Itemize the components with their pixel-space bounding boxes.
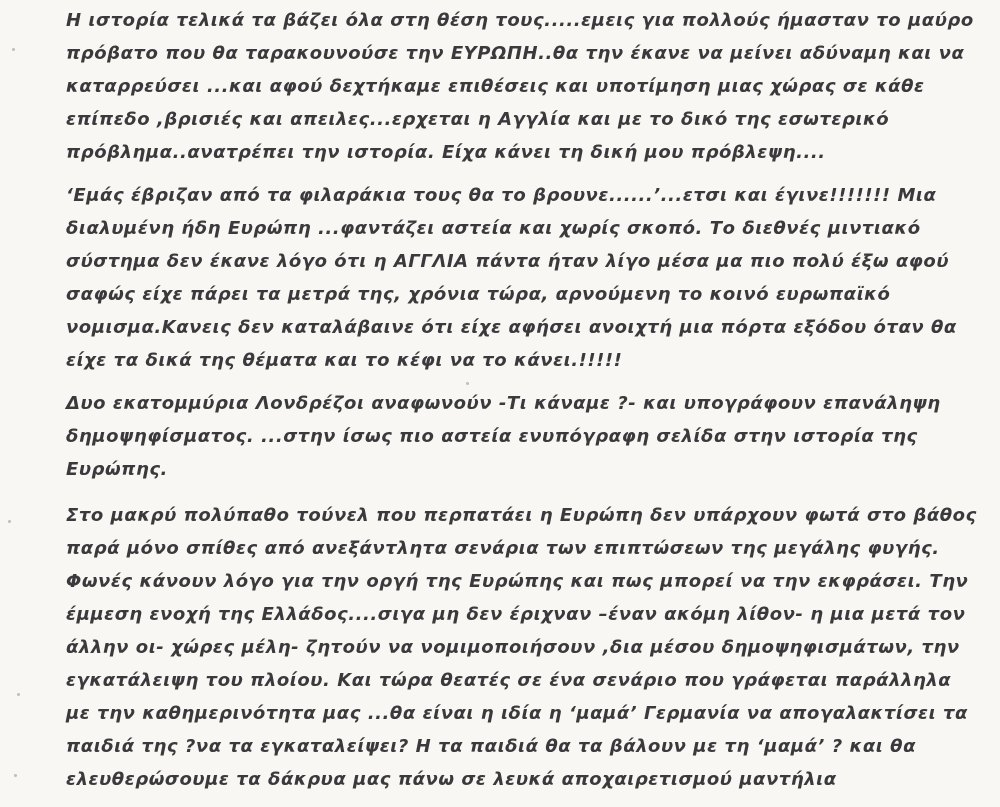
text-line: παρά μόνο σπίθες από ανεξάντλητα σενάρια των επιπτώσεων της μεγάλης φυγής. — [66, 538, 940, 559]
text-line: άλλην οι- χώρες μέλη- ζητούν να νομιμοποιήσουν ,δια μέσου δημοψηφισμάτων, την — [66, 637, 960, 658]
scan-speck — [14, 774, 17, 777]
paragraph-spacer — [66, 486, 962, 499]
text-line: πρόβλημα..ανατρέπει την ιστορία. Είχα κάνει τη δική μου πρόβλεψη.... — [66, 142, 826, 163]
paragraph-4 — [66, 499, 977, 796]
text-line: με την καθημερινότητα μας ...θα είναι η ιδία η ‘μαμά’ Γερμανία να απογαλακτίσει τα — [66, 703, 968, 724]
paragraph-spacer — [66, 377, 962, 387]
paragraph-3 — [66, 387, 962, 486]
text-line: δημοψηφίσματος. ...στην ίσως πιο αστεία ενυπόγραφη σελίδα στην ιστορία της — [66, 426, 918, 447]
text-line: διαλυμένη ήδη Ευρώπη ...φαντάζει αστεία και χωρίς σκοπό. Το διεθνές μιντιακό — [66, 218, 921, 239]
text-line: σαφώς είχε πάρει τα μετρά της, χρόνια τώρα, αρνούμενη το κοινό ευρωπαϊκό — [66, 284, 891, 305]
text-line: είχε τα δικά της θέματα και το κέφι να το κάνει.!!!!! — [66, 350, 623, 371]
text-line: εγκατάλειψη του πλοίου. Και τώρα θεατές σε ένα σενάριο που γράφεται παράλληλα — [66, 670, 952, 691]
text-line: νομισμα.Κανεις δεν καταλάβαινε ότι είχε αφήσει ανοιχτή μια πόρτα εξόδου όταν θα — [66, 317, 957, 338]
paragraph-spacer — [66, 169, 962, 179]
paragraph-1 — [66, 4, 974, 169]
text-line: ‘Εμάς έβριζαν από τα φιλαράκια τους θα το βρουνε......’...ετσι και έγινε!!!!!!! Μια — [66, 185, 937, 206]
text-line: Στο μακρύ πολύπαθο τούνελ που περπατάει η Ευρώπη δεν υπάρχουν φωτά στο βάθος — [66, 505, 977, 526]
text-line: καταρρεύσει ...και αφού δεχτήκαμε επιθέσεις και υποτίμηση μιας χώρας σε κάθε — [66, 76, 925, 97]
text-line: Η ιστορία τελικά τα βάζει όλα στη θέση τους.....εμεις για πολλούς ήμασταν το μαύρο — [66, 10, 974, 31]
text-line: ελευθερώσουμε τα δάκρυα μας πάνω σε λευκά αποχαιρετισμού μαντήλια — [66, 769, 837, 790]
text-line: παιδιά της ?να τα εγκαταλείψει? Η τα παιδιά θα τα βάλουν με τη ‘μαμά’ ? και θα — [66, 736, 916, 757]
text-line: Φωνές κάνουν λόγο για την οργή της Ευρώπης και πως μπορεί να την εκφράσει. Την — [66, 571, 969, 592]
text-line: Ευρώπης. — [66, 459, 168, 480]
paragraph-2 — [66, 179, 962, 377]
text-line: επίπεδο ,βρισιές και απειλες...ερχεται η Αγγλία και με το δικό της εσωτερικό — [66, 109, 890, 130]
scan-speck — [12, 48, 15, 51]
text-line: πρόβατο που θα ταρακουνούσε την ΕΥΡΩΠΗ..θα την έκανε να μείνει αδύναμη και να — [66, 43, 965, 64]
scan-speck — [466, 382, 469, 385]
scan-speck — [17, 693, 20, 696]
text-line: έμμεση ενοχή της Ελλάδος....σιγα μη δεν έριχναν –έναν ακόμη λίθον- η μια μετά τον — [66, 604, 966, 625]
text-line: σύστημα δεν έκανε λόγο ότι η ΑΓΓΛΙΑ πάντα ήταν λίγο μέσα μα πιο πολύ έξω αφού — [66, 251, 950, 272]
text-line: Δυο εκατομμύρια Λονδρέζοι αναφωνούν -Τι κάναμε ?- και υπογράφουν επανάληψη — [66, 393, 941, 414]
scan-speck — [8, 520, 11, 523]
